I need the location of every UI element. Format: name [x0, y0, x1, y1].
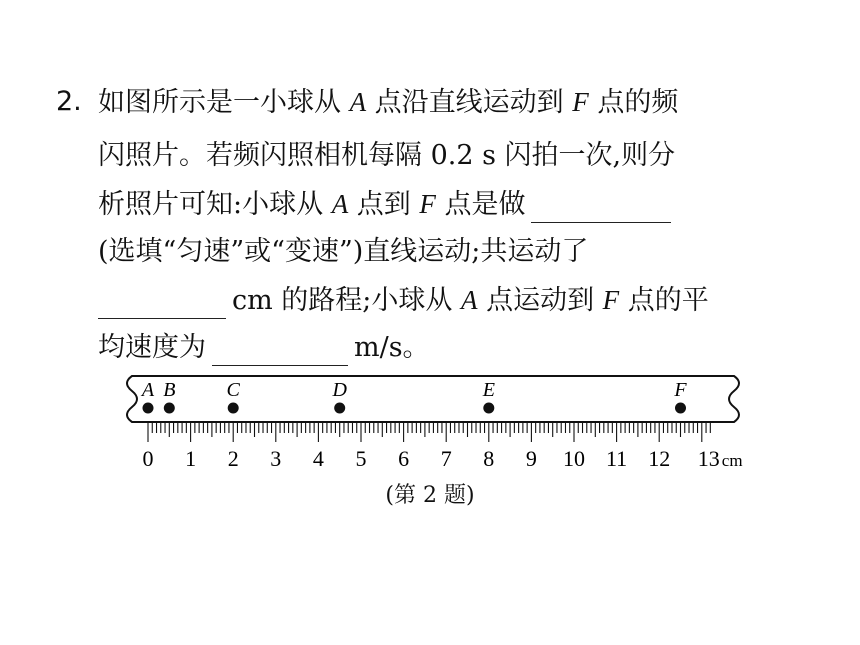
ball-label: A: [141, 379, 155, 401]
ball-marker: [675, 403, 686, 414]
point-label-f: F: [602, 285, 620, 315]
ball-marker: [483, 403, 494, 414]
text-segment: 点是做: [435, 189, 526, 220]
question-line-2: [98, 138, 675, 174]
text-segment: 点的平: [619, 285, 709, 316]
ruler-tick-label: 0: [142, 446, 154, 471]
ball-marker: [334, 403, 345, 414]
ball-label: C: [226, 379, 240, 401]
ruler-tick-label: 8: [483, 446, 495, 471]
text-segment: 均速度为: [98, 332, 206, 363]
ruler-unit-label: cm: [721, 451, 743, 470]
question-line-3: [98, 186, 677, 223]
ball-positions: [140, 379, 688, 414]
ball-marker: [143, 403, 154, 414]
ball-label: D: [332, 379, 347, 401]
ball-label: E: [482, 379, 495, 401]
ruler-tick-label: 3: [270, 446, 282, 471]
text-segment: 点的频: [588, 87, 679, 118]
question-line-4: [98, 234, 588, 270]
ruler-tick-label: 5: [355, 446, 367, 471]
point-label-f: F: [572, 87, 589, 117]
ruler-tick-label: 7: [440, 446, 452, 471]
question-number: 2.: [56, 86, 82, 117]
ruler-tick-label: 13: [697, 446, 720, 471]
question-line-1: [98, 84, 678, 121]
point-label-a: A: [349, 87, 367, 117]
text-segment: 闪照片。若频闪照相机每隔 0.2 s 闪拍一次,则分: [98, 140, 676, 171]
ball-label: F: [674, 379, 687, 401]
text-segment: 点运动到: [477, 285, 603, 316]
ruler-tick-label: 9: [525, 446, 537, 471]
ruler-tick-label: 6: [398, 446, 410, 471]
ruler-ticks: [142, 422, 714, 442]
text-segment: 点沿直线运动到: [366, 87, 573, 118]
point-label-a: A: [331, 189, 349, 219]
figure-caption: (第 2 题): [385, 483, 475, 508]
text-segment: cm 的路程;小球从: [232, 285, 461, 316]
ball-marker: [164, 403, 175, 414]
text-segment: 析照片可知:小球从: [98, 189, 332, 220]
ruler-tick-label: 10: [563, 446, 585, 471]
point-label-a: A: [461, 285, 478, 315]
ruler-tick-label: 1: [185, 446, 197, 471]
ball-marker: [228, 403, 239, 414]
question-line-5: [98, 282, 709, 319]
point-label-f: F: [419, 189, 436, 219]
ruler-figure: [0, 374, 860, 484]
photo-strip-outline: [127, 376, 739, 422]
answer-blank-motion-type[interactable]: [531, 194, 671, 223]
ruler-tick-label: 4: [312, 446, 324, 471]
answer-blank-speed[interactable]: [212, 337, 348, 366]
ruler-tick-label: 11: [606, 446, 628, 471]
text-segment: 如图所示是一小球从: [98, 87, 350, 118]
text-segment: 点到: [348, 189, 420, 220]
ruler-tick-label: 12: [648, 446, 671, 471]
ruler-tick-label: 2: [227, 446, 239, 471]
ruler-tick-labels: [143, 446, 743, 471]
answer-blank-distance[interactable]: [98, 290, 226, 319]
text-segment: (选填“匀速”或“变速”)直线运动;共运动了: [98, 236, 589, 267]
text-segment: m/s。: [354, 332, 430, 363]
question-line-6: [98, 330, 430, 366]
ball-label: B: [163, 379, 176, 401]
